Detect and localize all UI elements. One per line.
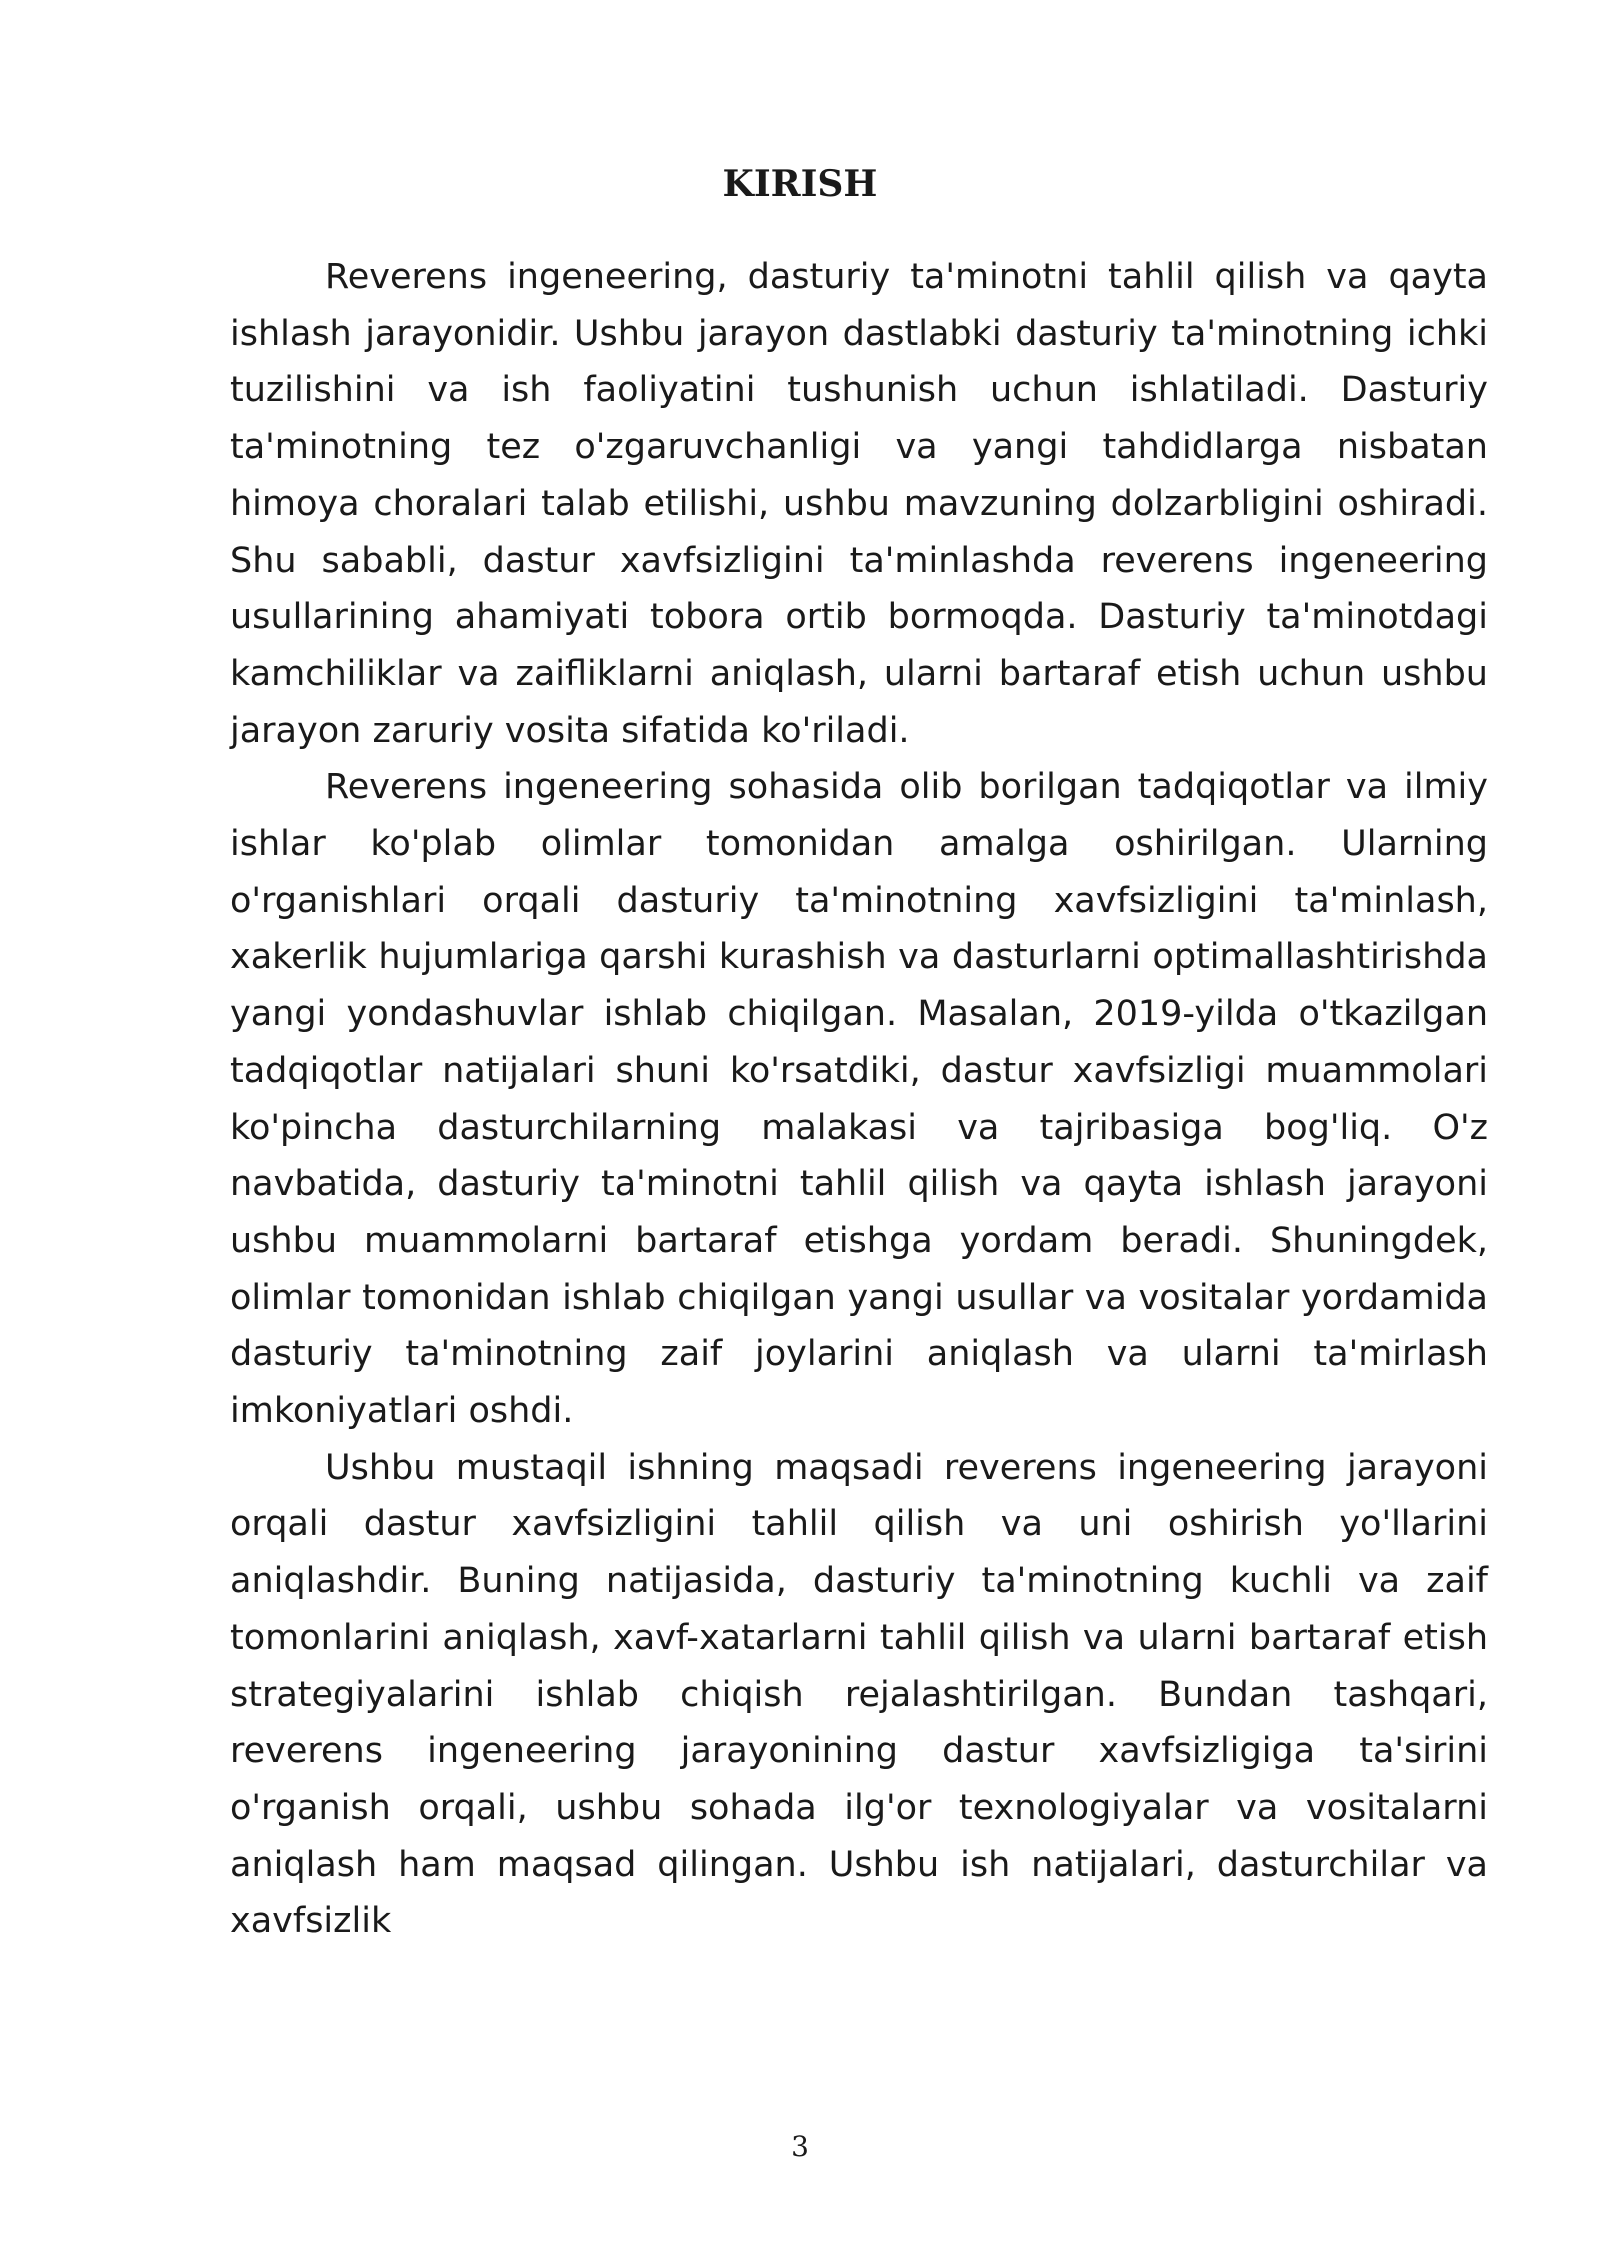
- page-number: 3: [791, 2130, 809, 2163]
- section-heading: KIRISH: [722, 163, 878, 205]
- paragraph-objective: Ushbu mustaqil ishning maqsadi reverens ingeneering jarayoni orqali dastur xavfsizligini tahlil qilish va uni oshirish yo'llarini aniqlashdir. Buning natijasida, dasturiy ta'minotning kuchli va zaif tomonlarini aniqlash, xavf-xatarlarni tahlil qilish va ularni bartaraf etish strategiyalarini ishlab chiqish rejalashtirilgan. Bundan tashqari, reverens ingeneering jarayonining dastur xavfsizligiga ta'sirini o'rganish orqali, ushbu sohada ilg'or texnologiyalar va vositalarni aniqlash ham maqsad qilingan. Ushbu ish natijalari, dasturchilar va xavfsizlik: [230, 1447, 1488, 1942]
- body-text: [230, 249, 1488, 1950]
- paragraph-introduction: Reverens ingeneering, dasturiy ta'minotni tahlil qilish va qayta ishlash jarayonidir. Ushbu jarayon dastlabki dasturiy ta'minotning ichki tuzilishini va ish faoliyatini tushunish uchun ishlatiladi. Dasturiy ta'minotning tez o'zgaruvchanligi va yangi tahdidlarga nisbatan himoya choralari talab etilishi, ushbu mavzuning dolzarbligini oshiradi. Shu sababli, dastur xavfsizligini ta'minlashda reverens ingeneering usullarining ahamiyati tobora ortib bormoqda. Dasturiy ta'minotdagi kamchiliklar va zaifliklarni aniqlash, ularni bartaraf etish uchun ushbu jarayon zaruriy vosita sifatida ko'riladi.: [230, 257, 1488, 751]
- paragraph-research-background: Reverens ingeneering sohasida olib borilgan tadqiqotlar va ilmiy ishlar ko'plab olimlar tomonidan amalga oshirilgan. Ularning o'rganishlari orqali dasturiy ta'minotning xavfsizligini ta'minlash, xakerlik hujumlariga qarshi kurashish va dasturlarni optimallashtirishda yangi yondashuvlar ishlab chiqilgan. Masalan, 2019-yilda o'tkazilgan tadqiqotlar natijalari shuni ko'rsatdiki, dastur xavfsizligi muammolari ko'pincha dasturchilarning malakasi va tajribasiga bog'liq. O'z navbatida, dasturiy ta'minotni tahlil qilish va qayta ishlash jarayoni ushbu muammolarni bartaraf etishga yordam beradi. Shuningdek, olimlar tomonidan ishlab chiqilgan yangi usullar va vositalar yordamida dasturiy ta'minotning zaif joylarini aniqlash va ularni ta'mirlash imkoniyatlari oshdi.: [230, 767, 1488, 1432]
